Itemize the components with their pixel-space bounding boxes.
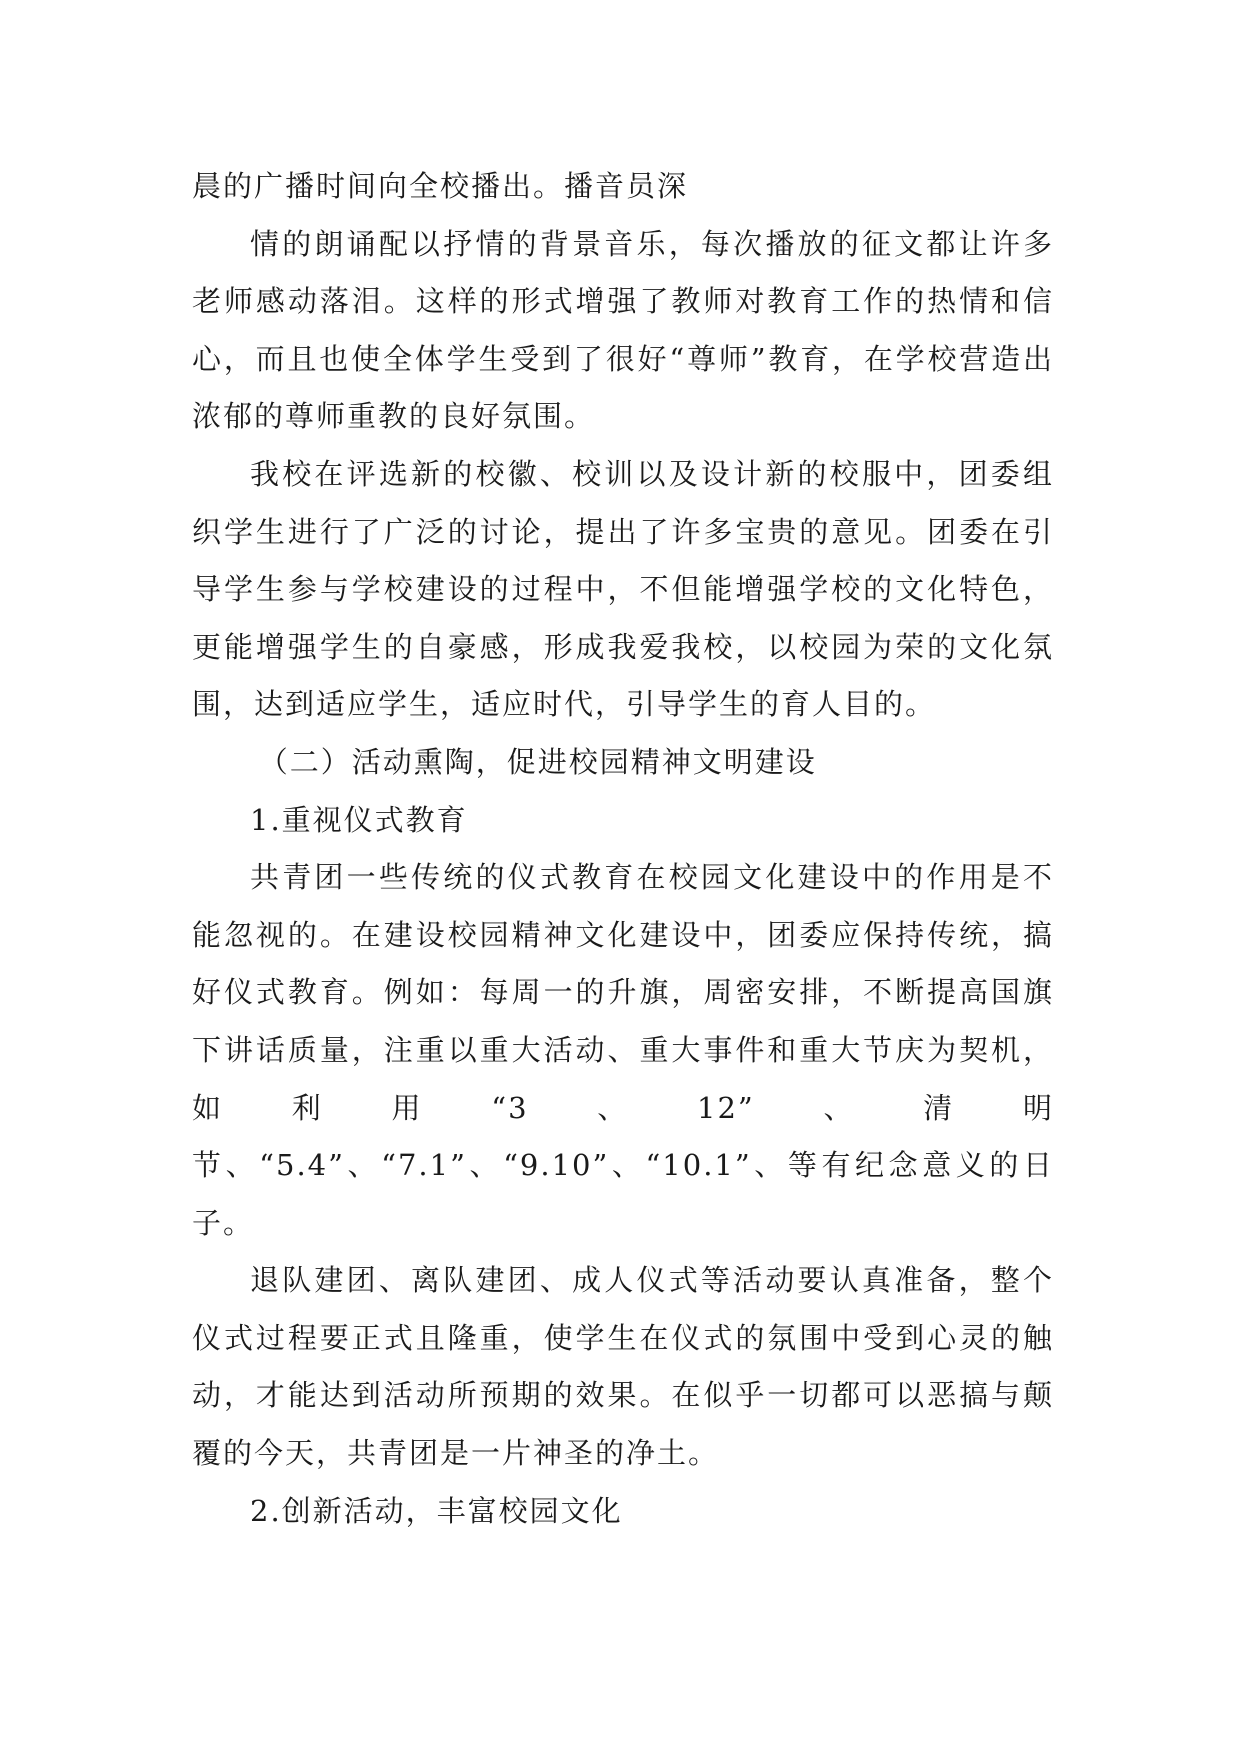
- section-heading: （二）活动熏陶，促进校园精神文明建设: [258, 744, 817, 779]
- paragraph-continuation: 晨的广播时间向全校播出。播音员深: [192, 169, 689, 203]
- paragraph: 退队建团、离队建团、成人仪式等活动要认真准备，整个仪式过程要正式且隆重，使学生在仪式的氛围中受到心灵的触动，才能达到活动所预期的效果。在似乎一切都可以恶搞与颠覆的今天，共青团是一片神圣的净土。: [192, 1263, 1054, 1471]
- subsection-heading: 1.重视仪式教育: [250, 802, 468, 837]
- paragraph: 共青团一些传统的仪式教育在校园文化建设中的作用是不能忽视的。在建设校园精神文化建设中，团委应保持传统，搞好仪式教育。例如：每周一的升旗，周密安排，不断提高国旗下讲话质量，注重以重大活动、重大事件和重大节庆为契机，如利用“3、12”、清明节、“5.4”、“7.1”、“9.10”、“10.1”、等有纪念意义的日子。: [192, 860, 1054, 1240]
- paragraph: 情的朗诵配以抒情的背景音乐，每次播放的征文都让许多老师感动落泪。这样的形式增强了教师对教育工作的热情和信心，而且也使全体学生受到了很好“尊师”教育，在学校营造出浓郁的尊师重教的良好氛围。: [192, 226, 1054, 434]
- body-text: [192, 158, 1054, 1540]
- subsection-heading: 2.创新活动，丰富校园文化: [250, 1493, 623, 1528]
- paragraph: 我校在评选新的校徽、校训以及设计新的校服中，团委组织学生进行了广泛的讨论，提出了许多宝贵的意见。团委在引导学生参与学校建设的过程中，不但能增强学校的文化特色，更能增强学生的自豪感，形成我爱我校，以校园为荣的文化氛围，达到适应学生，适应时代，引导学生的育人目的。: [192, 456, 1054, 722]
